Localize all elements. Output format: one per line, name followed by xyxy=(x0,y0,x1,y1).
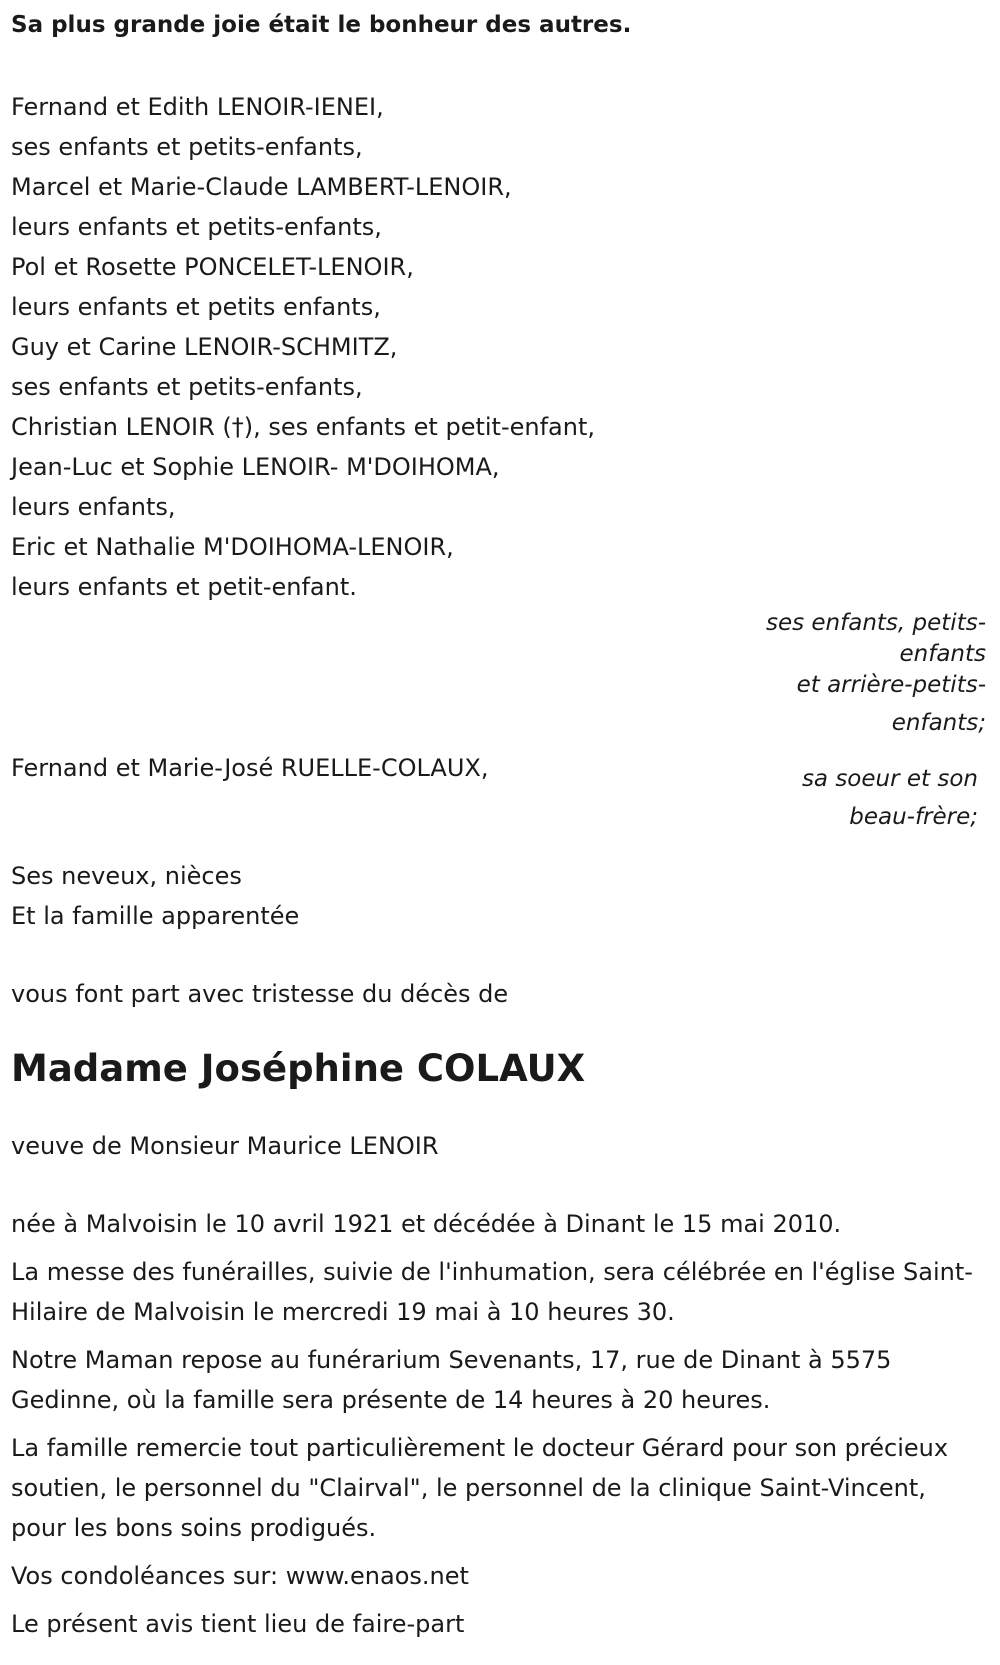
birth-death-dates: née à Malvoisin le 10 avril 1921 et décédée à Dinant le 15 mai 2010. xyxy=(11,1210,842,1238)
obituary-notice xyxy=(11,10,986,1652)
thanks-paragraph: La famille remercie tout particulièrement le docteur Gérard pour son précieux soutien, le personnel du "Clairval", le personnel de la clinique Saint-Vincent, pour les bons soins prodigués. xyxy=(11,1434,949,1542)
relation-line: sa soeur et son xyxy=(801,766,978,792)
relation-line: ses enfants, petits- xyxy=(765,610,986,636)
family-line: leurs enfants, xyxy=(11,493,176,521)
family-line: Christian LENOIR (†), ses enfants et petit-enfant, xyxy=(11,413,596,441)
condolences-link: Vos condoléances sur: www.enaos.net xyxy=(11,1562,469,1590)
family-line: Ses neveux, nièces xyxy=(11,862,242,890)
family-line: Guy et Carine LENOIR-SCHMITZ, xyxy=(11,333,398,361)
family-line: Fernand et Edith LENOIR-IENEI, xyxy=(11,93,384,121)
family-line: leurs enfants et petits enfants, xyxy=(11,293,381,321)
notice-disclaimer: Le présent avis tient lieu de faire-part xyxy=(11,1610,465,1638)
children-relation xyxy=(751,604,986,742)
funeral-mass-info: La messe des funérailles, suivie de l'inhumation, sera célébrée en l'église Saint-Hilaire de Malvoisin le mercredi 19 mai à 10 heures 30. xyxy=(11,1258,973,1326)
widow-of: veuve de Monsieur Maurice LENOIR xyxy=(11,1132,439,1160)
relation-line: enfants xyxy=(899,641,986,667)
details xyxy=(11,1204,986,1644)
family-line: Jean-Luc et Sophie LENOIR- M'DOIHOMA, xyxy=(11,453,500,481)
family-line: Et la famille apparentée xyxy=(11,902,300,930)
family-line: ses enfants et petits-enfants, xyxy=(11,133,363,161)
sibling-row xyxy=(11,730,986,850)
family-line: Marcel et Marie-Claude LAMBERT-LENOIR, xyxy=(11,173,512,201)
deceased-name: Madame Joséphine COLAUX xyxy=(11,1047,586,1090)
relation-line: beau-frère; xyxy=(849,804,978,830)
extended-family xyxy=(11,856,986,936)
motto: Sa plus grande joie était le bonheur des autres. xyxy=(11,12,632,38)
family-line: Eric et Nathalie M'DOIHOMA-LENOIR, xyxy=(11,533,454,561)
funerarium-info: Notre Maman repose au funérarium Sevenants, 17, rue de Dinant à 5575 Gedinne, où la famille sera présente de 14 heures à 20 heures. xyxy=(11,1346,892,1414)
sibling-relation xyxy=(743,760,978,836)
family-line: ses enfants et petits-enfants, xyxy=(11,373,363,401)
relation-line: et arrière-petits- xyxy=(796,672,986,698)
children-family-list xyxy=(11,87,986,607)
relation-line: enfants; xyxy=(891,710,986,736)
sibling-name: Fernand et Marie-José RUELLE-COLAUX, xyxy=(11,754,489,782)
family-line: Pol et Rosette PONCELET-LENOIR, xyxy=(11,253,414,281)
announcement: vous font part avec tristesse du décès de xyxy=(11,980,509,1008)
family-line: leurs enfants et petits-enfants, xyxy=(11,213,382,241)
family-line: leurs enfants et petit-enfant. xyxy=(11,573,357,601)
